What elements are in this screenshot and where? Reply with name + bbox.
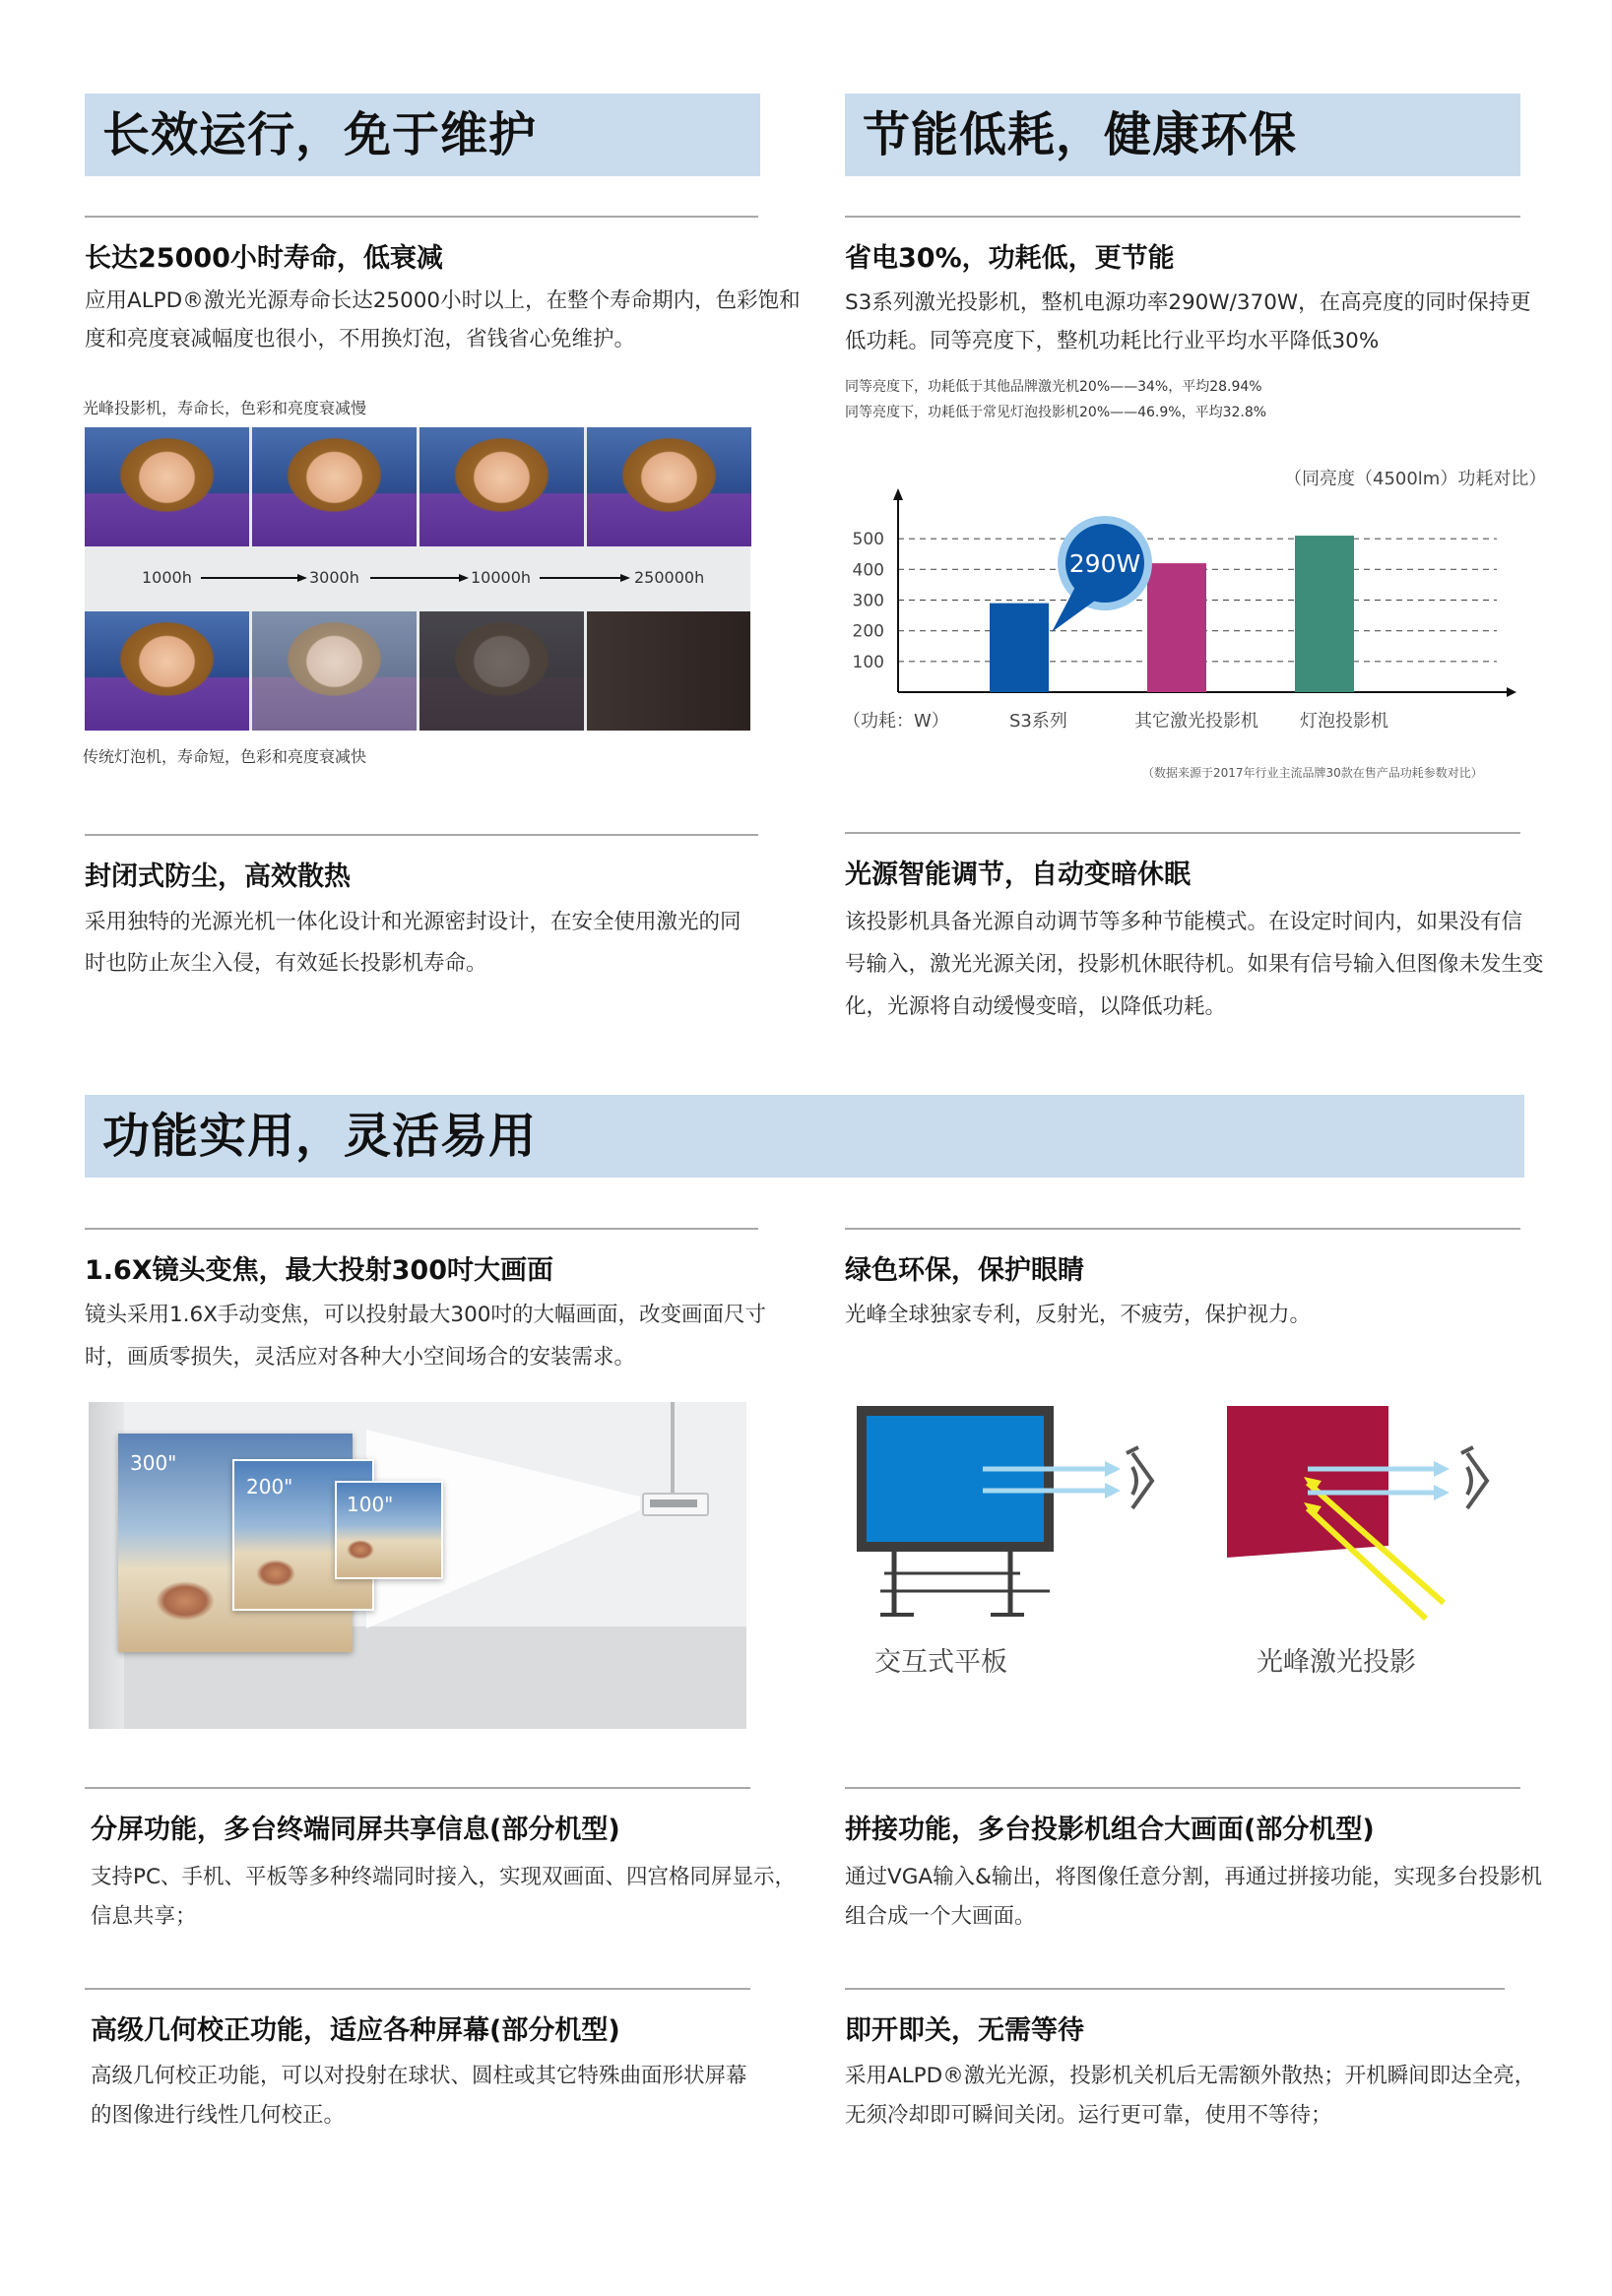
girl-photo [419, 427, 584, 546]
chart-svg [837, 461, 1526, 746]
para-power-1: S3系列激光投影机，整机电源功率290W/370W，在高亮度的同时保持更 [845, 290, 1531, 315]
caption-laser: 光峰投影机，寿命长，色彩和亮度衰减慢 [83, 399, 367, 417]
note-laser: 同等亮度下，功耗低于其他品牌激光机20%——34%，平均28.94% [845, 379, 1262, 395]
para-instant-2: 无须冷却即可瞬间关闭。运行更可靠，使用不等待； [845, 2103, 1332, 2128]
y-tick-label: 100 [852, 652, 884, 672]
para-split-1: 支持PC、手机、平板等多种终端同时接入，实现双画面、四宫格同屏显示， [91, 1865, 796, 1889]
divider [85, 1988, 750, 1990]
para-split-2: 信息共享； [91, 1904, 197, 1929]
data-source-note: （数据来源于2017年行业主流品牌30款在售产品功耗参数对比） [1142, 766, 1483, 780]
y-axis-arrow [893, 488, 903, 500]
heading-power-saving: 省电30%，功耗低，更节能 [845, 243, 1175, 274]
heading-stitching: 拼接功能，多台投影机组合大画面(部分机型) [845, 1815, 1375, 1845]
x-axis-arrow [1507, 687, 1516, 697]
photo-lamp-1 [85, 611, 249, 731]
divider [845, 216, 1520, 218]
eye-icon [1461, 1447, 1487, 1508]
photo-laser-4 [587, 427, 751, 546]
para-power-2: 低功耗。同等亮度下，整机功耗比行业平均水平降低30% [845, 329, 1380, 353]
heading-dustproof: 封闭式防尘，高效散热 [85, 861, 351, 892]
photo-lamp-2 [252, 611, 417, 731]
para-eye-care: 光峰全球独家专利，反射光，不疲劳，保护视力。 [845, 1303, 1312, 1327]
eye-care-illustration [845, 1398, 1524, 1684]
para-lens-1: 镜头采用1.6X手动变焦，可以投射最大300吋的大幅画面，改变画面尺寸 [85, 1303, 766, 1327]
para-geo-1: 高级几何校正功能，可以对投射在球状、圆柱或其它特殊曲面形状屏幕 [91, 2064, 747, 2088]
y-tick-label: 400 [852, 560, 884, 581]
banner-title: 功能实用，灵活易用 [102, 1109, 538, 1164]
y-tick-label: 200 [852, 621, 884, 642]
caption-lamp: 传统灯泡机，寿命短，色彩和亮度衰减快 [83, 747, 367, 766]
divider [845, 832, 1520, 834]
photo-lamp-4 [587, 611, 750, 731]
para-dustproof-2: 时也防止灰尘入侵，有效延长投影机寿命。 [85, 951, 487, 976]
size-label: 200" [246, 1475, 293, 1499]
note-lamp: 同等亮度下，功耗低于常见灯泡投影机20%——46.9%，平均32.8% [845, 405, 1267, 420]
divider [845, 1228, 1520, 1230]
size-label: 300" [130, 1451, 177, 1475]
hour-label: 3000h [309, 568, 359, 587]
divider [85, 1228, 758, 1230]
girl-photo [252, 611, 417, 731]
chart-title: （同亮度（4500lm）功耗对比） [1284, 469, 1547, 489]
y-tick-label: 500 [852, 530, 884, 550]
bar [1147, 563, 1206, 692]
category-label: 灯泡投影机 [1300, 711, 1388, 732]
girl-photo [85, 611, 249, 731]
power-chart [837, 461, 1547, 746]
para-geo-2: 的图像进行线性几何校正。 [91, 2103, 346, 2128]
heading-instant-on: 即开即关，无需等待 [845, 2015, 1084, 2046]
girl-photo [419, 611, 584, 731]
hour-label: 10000h [471, 568, 532, 587]
para-lens-2: 时，画质零损失，灵活应对各种大小空间场合的安装需求。 [85, 1345, 636, 1370]
divider [845, 1787, 1520, 1789]
hours-timeline [85, 546, 750, 609]
photo-lamp-3 [419, 611, 584, 731]
para-dimming-2: 号输入，激光光源关闭，投影机休眠待机。如果有信号输入但图像未发生变 [845, 952, 1544, 977]
para-dustproof-1: 采用独特的光源光机一体化设计和光源密封设计，在安全使用激光的同 [85, 910, 742, 934]
divider [85, 216, 758, 218]
heading-geometric-correction: 高级几何校正功能，适应各种屏幕(部分机型) [91, 2015, 620, 2046]
projector-icon [642, 1493, 709, 1516]
heading-auto-dimming: 光源智能调节，自动变暗休眠 [845, 860, 1191, 890]
category-label: 其它激光投影机 [1134, 711, 1258, 732]
label-laser-projection: 光峰激光投影 [1257, 1647, 1416, 1678]
divider [845, 1988, 1505, 1990]
bar [990, 604, 1049, 692]
hour-label: 250000h [634, 568, 705, 587]
bar [1295, 536, 1354, 692]
para-stitch-2: 组合成一个大画面。 [845, 1904, 1036, 1929]
hour-label: 1000h [142, 568, 192, 587]
heading-eye-care: 绿色环保，保护眼睛 [845, 1255, 1084, 1286]
para-dimming-1: 该投影机具备光源自动调节等多种节能模式。在设定时间内，如果没有信 [845, 910, 1523, 934]
category-label: S3系列 [1009, 711, 1067, 732]
photo-laser-1 [85, 427, 249, 546]
photo-laser-3 [419, 427, 584, 546]
para-stitch-1: 通过VGA输入&输出，将图像任意分割，再通过拼接功能，实现多台投影机 [845, 1865, 1542, 1889]
chart-ylabel: （功耗：W） [843, 711, 949, 732]
para-lifetime-2: 度和亮度衰减幅度也很小，不用换灯泡，省钱省心免维护。 [85, 327, 636, 351]
callout-label: 290W [1068, 549, 1141, 578]
section-banner-features [85, 1095, 1524, 1178]
girl-photo [85, 427, 249, 546]
banner-title: 节能低耗，健康环保 [863, 107, 1298, 162]
photo-laser-2 [252, 427, 417, 546]
heading-split-screen: 分屏功能，多台终端同屏共享信息(部分机型) [91, 1815, 620, 1845]
banner-title: 长效运行，免于维护 [102, 107, 538, 162]
section-banner-longevity [85, 94, 760, 176]
decay-comparison-figure [85, 427, 750, 731]
projection-size-illustration [89, 1402, 746, 1729]
y-tick-label: 300 [852, 591, 884, 611]
heading-lens-zoom: 1.6X镜头变焦，最大投射300吋大画面 [85, 1255, 554, 1286]
size-label: 100" [347, 1493, 394, 1516]
heading-lifetime: 长达25000小时寿命，低衰减 [85, 243, 443, 274]
para-instant-1: 采用ALPD®激光光源，投影机关机后无需额外散热；开机瞬间即达全亮， [845, 2064, 1536, 2088]
para-lifetime-1: 应用ALPD®激光光源寿命长达25000小时以上，在整个寿命期内，色彩饱和 [85, 288, 801, 313]
eye-icon [1127, 1447, 1152, 1508]
para-dimming-3: 化，光源将自动缓慢变暗，以降低功耗。 [845, 994, 1227, 1019]
section-banner-energy [845, 94, 1520, 176]
divider [85, 834, 758, 836]
girl-photo [252, 427, 417, 546]
girl-photo [587, 427, 751, 546]
label-interactive-panel: 交互式平板 [874, 1647, 1007, 1678]
divider [85, 1787, 750, 1789]
